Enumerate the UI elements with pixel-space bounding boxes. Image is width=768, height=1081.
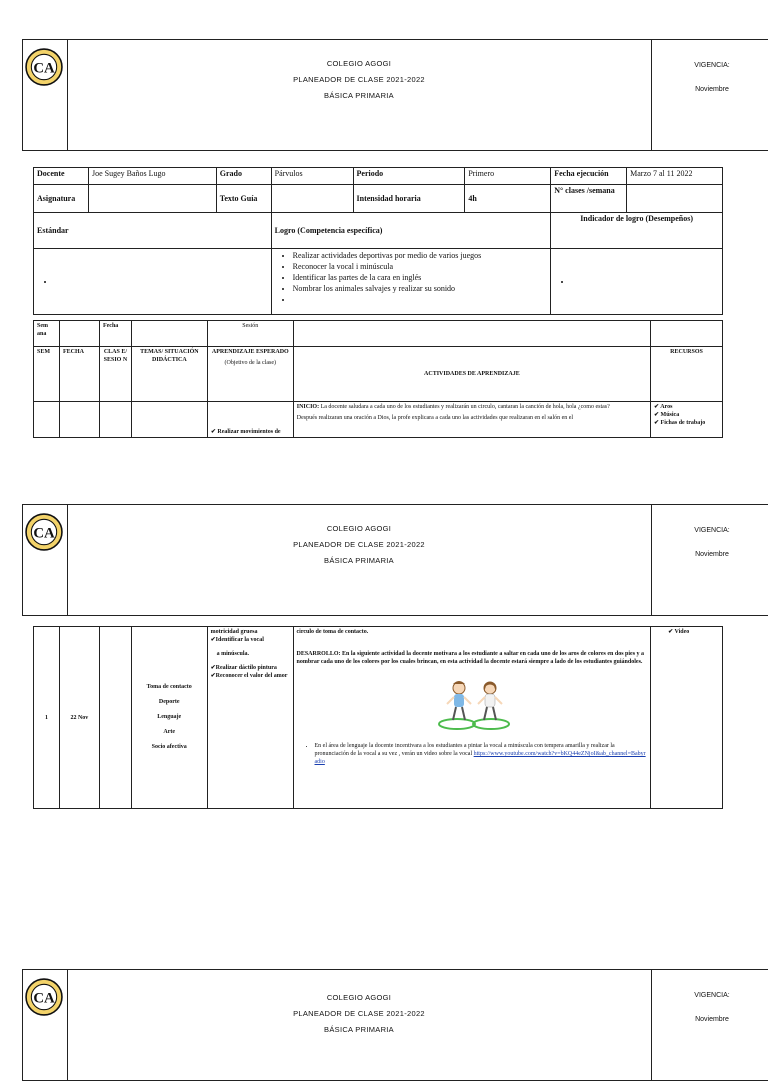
- header-block-2: [22, 504, 768, 616]
- logros-list: [275, 250, 548, 305]
- asignatura-label: Asignatura: [34, 185, 89, 213]
- vigencia-label: VIGENCIA:: [694, 992, 730, 999]
- temas-cell: [131, 402, 207, 438]
- aprendizaje-title: APRENDIZAJE ESPERADO: [211, 349, 289, 355]
- actividad-top: circulo de toma de contacto.: [296, 629, 369, 635]
- school-logo: [25, 978, 63, 1016]
- clase-cell: [99, 627, 131, 809]
- vigencia-cell: [651, 970, 768, 1080]
- periodo-value: Primero: [465, 168, 551, 185]
- school-logo: [25, 513, 63, 551]
- logro-item: • Reconocer la vocal i minúscula: [293, 261, 548, 272]
- session-table-1: [33, 320, 723, 438]
- lenguaje-list: [297, 742, 648, 766]
- recurso-item: Video: [674, 629, 690, 635]
- level-title: BÁSICA PRIMARIA: [324, 556, 394, 565]
- clases-label: N° clases /semana: [551, 185, 627, 213]
- school-name: COLEGIO AGOGI: [326, 993, 392, 1002]
- sem-cell: [34, 402, 60, 438]
- lenguaje-text: En el área de lenguaje la docente incentivara a los estudiantes a pintar la vocal a minúscula con tempera amarilla y realizar la pronunciación de la vocal a su vez , verán un video sobre la vocal: [314, 743, 615, 757]
- grado-value: Párvulos: [271, 168, 353, 185]
- youtube-link[interactable]: https://www.youtube.com/watch?v=bKQ44eZNjoI&ab_channel=Babyradio: [314, 751, 646, 765]
- fecha-cell: 22 Nov: [59, 627, 99, 809]
- fecha-value: Marzo 7 al 11 2022: [627, 168, 723, 185]
- vigencia-cell: [651, 505, 768, 615]
- inicio-text: La docente saludara a cada uno de los estudiantes y realizarán un circulo, cantaran la canción de hola, hola ¿como estas?: [320, 404, 610, 410]
- fecha-header: FECHA: [59, 347, 99, 402]
- inicio-label: INICIO:: [296, 404, 320, 410]
- indicador-content: [551, 249, 723, 315]
- estandar-content: [34, 249, 272, 315]
- docente-label: Docente: [34, 168, 89, 185]
- fecha-label: Fecha ejecución: [551, 168, 627, 185]
- blank-cell: [293, 321, 650, 347]
- session-table-2: [33, 626, 723, 809]
- fecha-cell: [59, 402, 99, 438]
- aprendizaje-item: a minúscula.: [216, 651, 249, 657]
- header-block-3: [22, 969, 768, 1081]
- aprendizaje-item: ✔Reconocer el valor del amor: [210, 673, 288, 679]
- indicador-label: Indicador de logro (Desempeños): [551, 213, 723, 249]
- logros-content: [271, 249, 551, 315]
- clases-value: [627, 185, 723, 213]
- logro-item: [293, 294, 548, 305]
- logro-item: • Realizar actividades deportivas por medio de varios juegos: [293, 250, 548, 261]
- sem-cell: 1: [34, 627, 60, 809]
- clase-cell: [99, 402, 131, 438]
- docente-value: Joe Sugey Baños Lugo: [88, 168, 216, 185]
- lenguaje-item: [315, 742, 648, 766]
- indicador-bullet: [572, 276, 719, 287]
- logo-cell: [23, 970, 68, 1080]
- school-name: COLEGIO AGOGI: [326, 524, 392, 533]
- logro-item: • Nombrar los animales salvajes y realizar su sonido: [293, 283, 548, 294]
- level-title: BÁSICA PRIMARIA: [324, 91, 394, 100]
- tema-item: Deporte: [158, 699, 180, 705]
- texto-label: Texto Guía: [216, 185, 271, 213]
- aprendizaje-text: Realizar movimientos de: [217, 429, 281, 435]
- aprendizaje-item: motricidad gruesa: [210, 629, 258, 635]
- blank-cell: [59, 321, 99, 347]
- level-title: BÁSICA PRIMARIA: [324, 1025, 394, 1034]
- recursos-cell: ✔ Video: [651, 627, 723, 809]
- blank-cell: [651, 321, 723, 347]
- children-jumping-illustration: [435, 676, 515, 732]
- temas-cell: [131, 627, 207, 809]
- tema-item: Socio afectiva: [151, 744, 187, 750]
- vigencia-cell: [651, 40, 768, 150]
- objetivo-subtitle: (Objetivo de la clase): [224, 360, 277, 366]
- recursos-cell: ✔ Aros ✔ Música ✔ Fichas de trabajo: [651, 402, 723, 438]
- sem-header: SEM: [34, 347, 60, 402]
- recurso-item: Música: [660, 412, 680, 418]
- vigencia-value: Noviembre: [695, 86, 729, 93]
- temas-header: TEMAS/ SITUACIÓN DIDÁCTICA: [131, 347, 207, 402]
- header-block-1: [22, 39, 768, 151]
- recursos-header: RECURSOS: [651, 347, 723, 402]
- vigencia-value: Noviembre: [695, 1016, 729, 1023]
- estandar-bullet: [55, 276, 268, 287]
- recurso-item: Fichas de trabajo: [660, 420, 706, 426]
- actividades-header: ACTIVIDADES DE APRENDIZAJE: [293, 347, 650, 402]
- periodo-label: Periodo: [353, 168, 465, 185]
- clase-header: CLAS E/ SESIO N: [99, 347, 131, 402]
- tema-item: Arte: [163, 729, 176, 735]
- header-titles: [67, 521, 651, 569]
- recurso-item: Aros: [660, 404, 673, 410]
- planner-title: PLANEADOR DE CLASE 2021-2022: [293, 1009, 425, 1018]
- logo-text: CA: [33, 990, 55, 1007]
- actividades-cell: [293, 402, 650, 438]
- desarrollo-label: DESARROLLO:: [296, 651, 341, 657]
- logro-label: Logro (Competencia específica): [271, 213, 551, 249]
- logo-text: CA: [33, 60, 55, 77]
- grado-label: Grado: [216, 168, 271, 185]
- logo-cell: [23, 505, 68, 615]
- blank-cell: [131, 321, 207, 347]
- vigencia-value: Noviembre: [695, 551, 729, 558]
- despues-text: Después realizaran una oración a Dios, la profe explicara a cada uno las actividades que realizaran en el salón en el: [296, 415, 574, 421]
- texto-value: [271, 185, 353, 213]
- vigencia-label: VIGENCIA:: [694, 527, 730, 534]
- logo-cell: [23, 40, 68, 150]
- vigencia-label: VIGENCIA:: [694, 62, 730, 69]
- intensidad-label: Intensidad horaria: [353, 185, 465, 213]
- header-titles: [67, 990, 651, 1038]
- aprendizaje-item: ✔Realizar dáctilo pintura: [210, 665, 277, 671]
- semana-short: Sem ana: [34, 321, 60, 347]
- aprendizaje-cell: [207, 627, 293, 809]
- actividades-cell: [293, 627, 651, 809]
- info-table: [33, 167, 723, 315]
- header-titles: [67, 56, 651, 104]
- school-name: COLEGIO AGOGI: [326, 59, 392, 68]
- planner-title: PLANEADOR DE CLASE 2021-2022: [293, 540, 425, 549]
- asignatura-value: [88, 185, 216, 213]
- planner-title: PLANEADOR DE CLASE 2021-2022: [293, 75, 425, 84]
- estandar-label: Estándar: [34, 213, 272, 249]
- intensidad-value: 4h: [465, 185, 551, 213]
- desarrollo-block: [297, 650, 648, 666]
- fecha-short: Fecha: [99, 321, 131, 347]
- tema-item: Lenguaje: [157, 714, 182, 720]
- aprendizaje-header: [207, 347, 293, 402]
- sesion-label: Sesión: [207, 321, 293, 347]
- tema-item: Toma de contacto: [146, 684, 192, 690]
- aprendizaje-item: ✔Identificar la vocal: [210, 637, 264, 643]
- logro-item: • Identificar las partes de la cara en inglés: [293, 272, 548, 283]
- logo-text: CA: [33, 525, 55, 542]
- school-logo: [25, 48, 63, 86]
- aprendizaje-cell: ✔ Realizar movimientos de: [207, 402, 293, 438]
- desarrollo-text: En la siguiente actividad la docente motivara a los estudiante a saltar en cada uno de los aros de colores en dos pies y a nombrar cada uno de los colores por los cuales brincan, en esta actividad la docente estará siempre a lado de los estudiantes guiándoles.: [296, 651, 645, 665]
